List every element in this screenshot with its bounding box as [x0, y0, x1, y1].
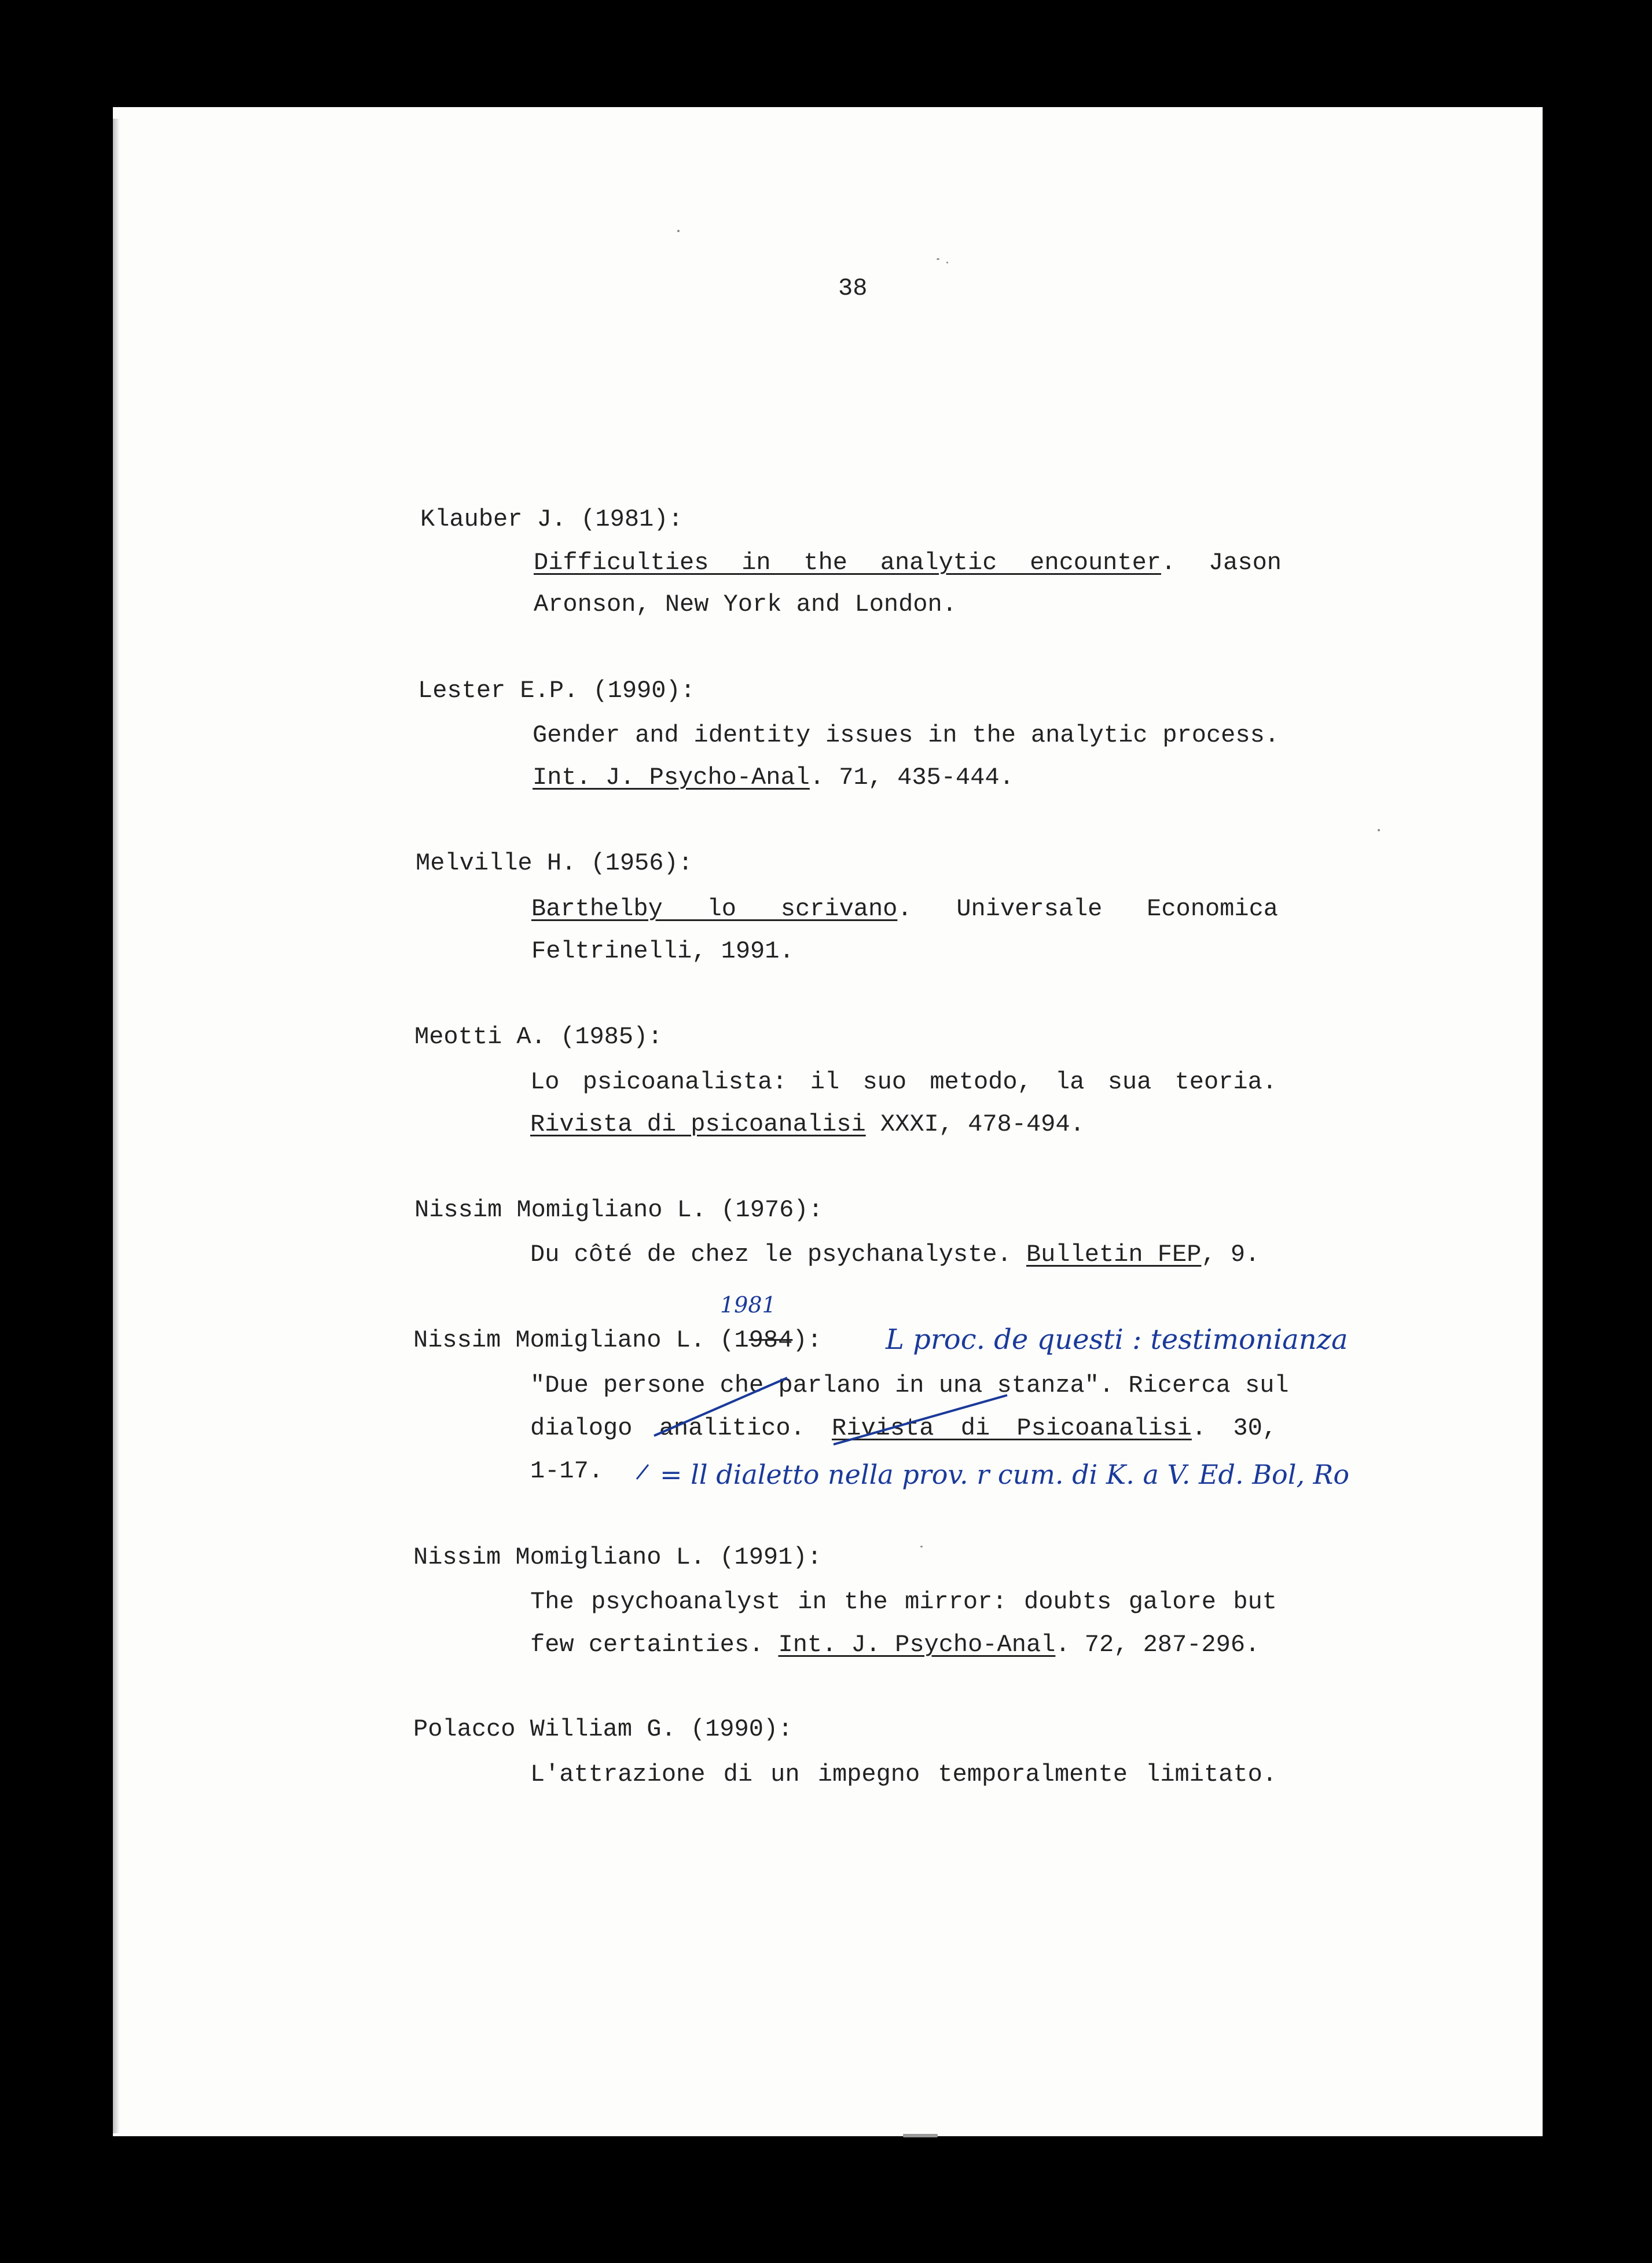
- scan-speck: [1378, 829, 1380, 831]
- handwritten-slash-3: [637, 1465, 648, 1479]
- entry-nissim-1984-pages: 1-17.: [530, 1457, 604, 1485]
- entry-lester-title: Gender and identity issues in the analytic process.: [533, 721, 1279, 749]
- entry-klauber-author: Klauber J. (1981):: [420, 505, 683, 533]
- entry-melville-title-line: [531, 897, 1278, 921]
- entry-meotti-journal-line: [530, 1112, 1085, 1136]
- journal-citation: . 71, 435-444.: [809, 764, 1014, 791]
- entry-polacco-title: L'attrazione di un impegno temporalmente limitato.: [530, 1760, 1277, 1788]
- entry-nissim-1991-journal-line: [530, 1633, 1260, 1657]
- title-continuation: few certainties.: [530, 1631, 779, 1659]
- entry-nissim-1976-author: Nissim Momigliano L. (1976):: [414, 1196, 823, 1224]
- entry-meotti-title: Lo psicoanalista: il suo metodo, la sua teoria.: [530, 1068, 1277, 1096]
- handwritten-strokes: [602, 1332, 1042, 1488]
- scan-speck: [677, 230, 680, 232]
- article-title: Du côté de chez le psychanalyste.: [530, 1241, 1026, 1268]
- entry-lester-journal-line: [533, 765, 1014, 790]
- title-trailing-text: . Universale Economica: [897, 895, 1278, 923]
- author-text: Nissim Momigliano L. (1: [413, 1326, 749, 1354]
- entry-melville-author: Melville H. (1956):: [416, 849, 693, 877]
- journal-name: Rivista di psicoanalisi: [530, 1110, 866, 1138]
- journal-citation: . 30,: [1191, 1414, 1277, 1442]
- journal-citation: . 72, 287-296.: [1055, 1631, 1260, 1659]
- book-title: Barthelby lo scrivano: [531, 895, 898, 923]
- entry-klauber-publisher: Aronson, New York and London.: [534, 590, 957, 618]
- scan-speck: [903, 2134, 938, 2137]
- handwritten-slash-1: [654, 1378, 787, 1436]
- title-trailing-text: . Jason: [1161, 549, 1282, 577]
- scan-speck: [920, 1546, 923, 1547]
- author-colon: ):: [792, 1326, 822, 1354]
- entry-melville-publisher: Feltrinelli, 1991.: [531, 937, 794, 965]
- struck-year: 984: [748, 1326, 793, 1354]
- handwritten-slash-2: [834, 1395, 1007, 1444]
- journal-name: Bulletin FEP: [1026, 1241, 1202, 1268]
- entry-nissim-1991-title: The psychoanalyst in the mirror: doubts galore but: [530, 1588, 1277, 1616]
- scan-speck: [946, 262, 948, 263]
- page-number: 38: [838, 274, 868, 302]
- page-edge-shadow: [113, 119, 120, 2133]
- entry-nissim-1984-title: "Due persone che parlano in una stanza". Ricerca sul: [530, 1371, 1289, 1399]
- handwritten-note-2: = ll dialetto nella prov. r cum. di K. a V. Ed. Bol, Ro: [660, 1459, 1350, 1490]
- journal-name: Rivista di Psicoanalisi: [832, 1414, 1192, 1442]
- entry-lester-author: Lester E.P. (1990):: [418, 677, 695, 705]
- entry-nissim-1976-title-line: [530, 1242, 1260, 1267]
- journal-citation: XXXI, 478-494.: [865, 1110, 1085, 1138]
- entry-nissim-1991-author: Nissim Momigliano L. (1991):: [413, 1543, 822, 1571]
- handwritten-year-correction: 1981: [720, 1292, 776, 1318]
- handwritten-note-1: L proc. de questi : testimonianza: [886, 1323, 1348, 1356]
- entry-polacco-author: Polacco William G. (1990):: [413, 1715, 793, 1743]
- journal-name: Int. J. Psycho-Anal: [533, 764, 810, 791]
- entry-meotti-author: Meotti A. (1985):: [414, 1023, 663, 1051]
- title-continuation: dialogo analitico.: [530, 1414, 832, 1442]
- book-title: Difficulties in the analytic encounter: [534, 549, 1161, 577]
- journal-citation: , 9.: [1201, 1241, 1260, 1268]
- scan-speck: [937, 258, 939, 260]
- journal-name: Int. J. Psycho-Anal: [778, 1631, 1056, 1659]
- entry-klauber-title-line: [534, 551, 1282, 575]
